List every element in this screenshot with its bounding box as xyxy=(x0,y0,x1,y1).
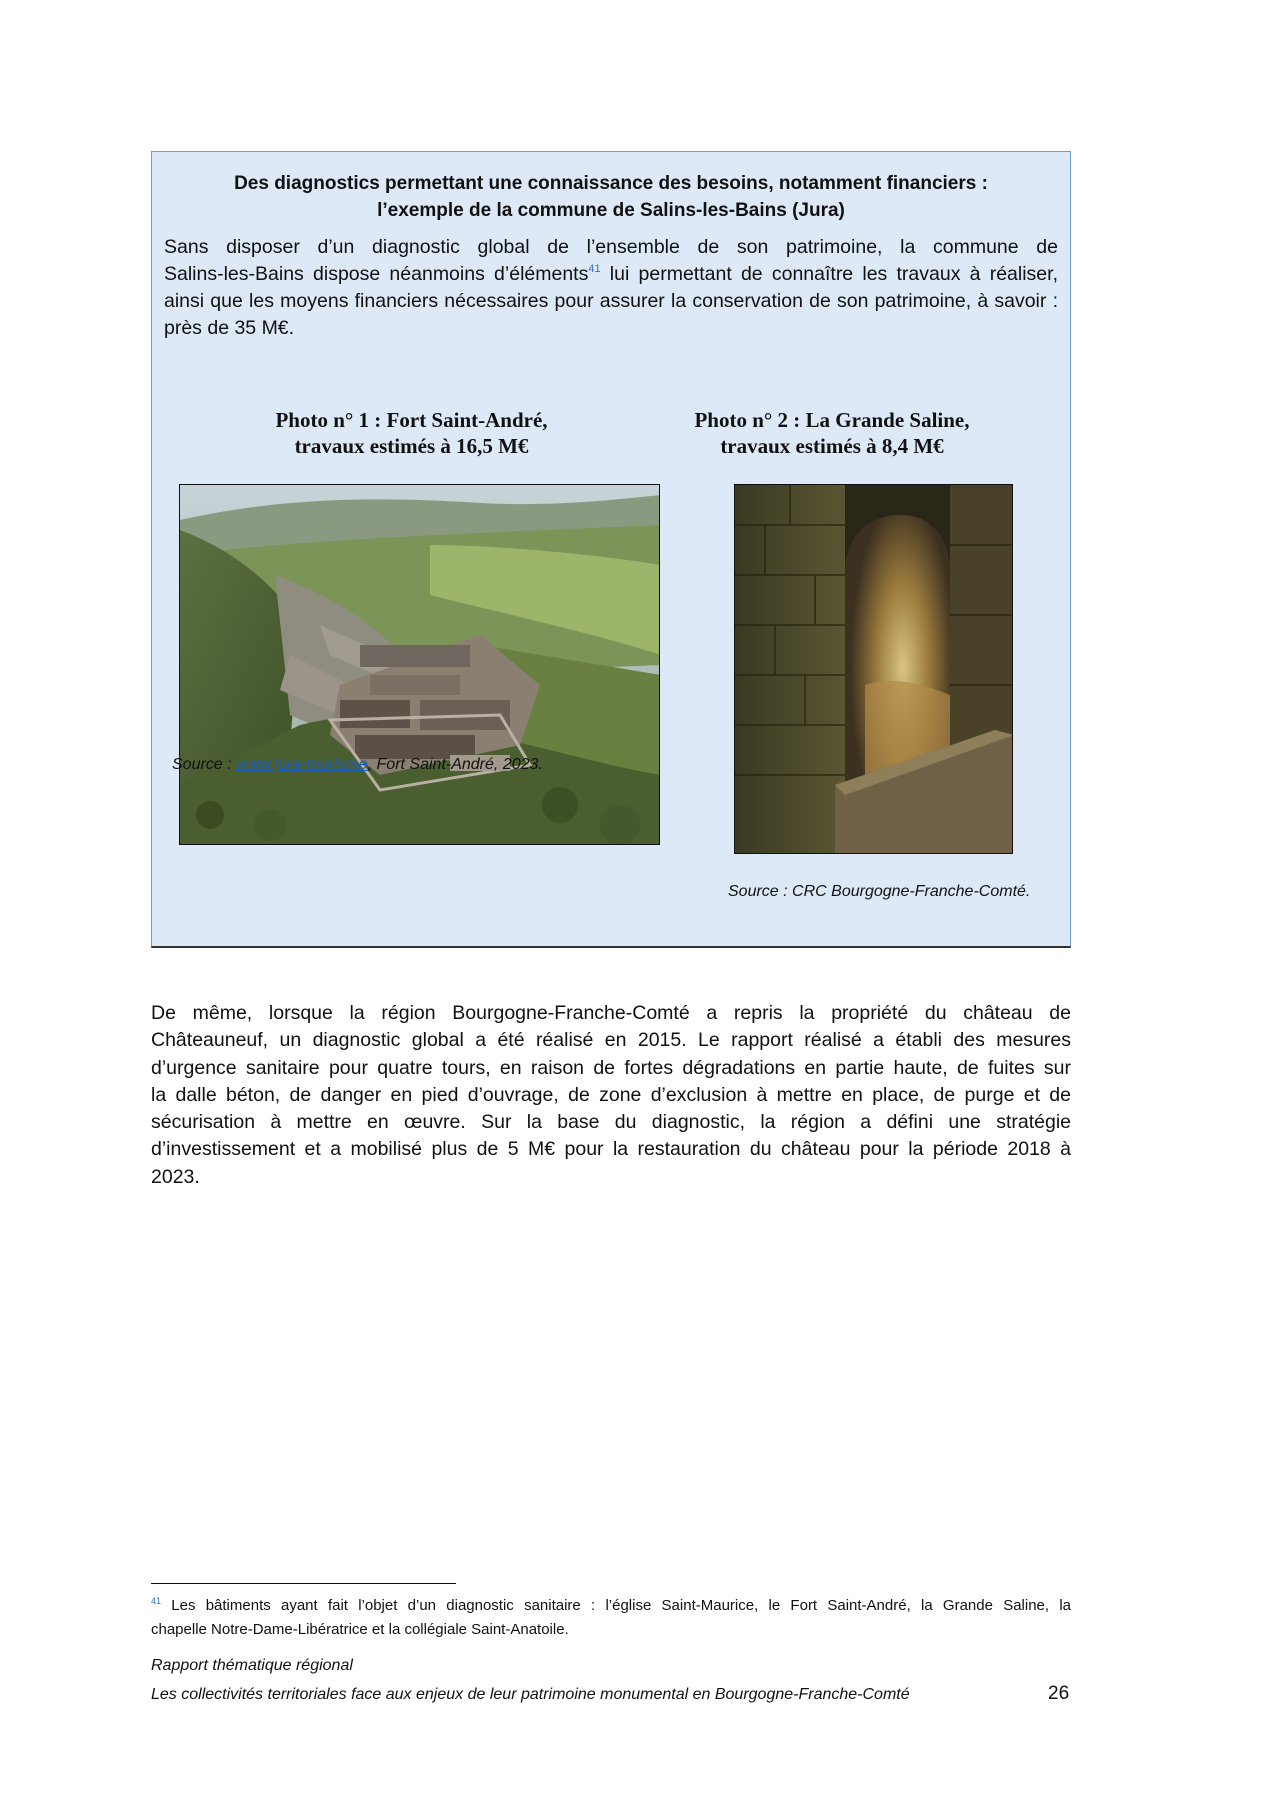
body-line4: la dalle béton, de danger en pied d’ouvrage, de zone d’exclusion à mettre en place, de purge et de xyxy=(151,1083,1071,1106)
photo1-caption xyxy=(179,407,644,459)
footnote-ref-41[interactable]: 41 xyxy=(588,263,601,275)
photo1-caption-line2: travaux estimés à 16,5 M€ xyxy=(294,434,529,458)
footnote-41 xyxy=(151,1594,1071,1642)
footer-report-title: Les collectivités territoriales face aux enjeux de leur patrimoine monumental en Bourgogne-Franche-Comté xyxy=(151,1686,910,1703)
saline-vault-image xyxy=(735,485,1013,854)
box-para-line3: ainsi que les moyens financiers nécessaires pour assurer la conservation de son patrimoine, à savoir : xyxy=(164,290,1058,312)
body-paragraph xyxy=(151,1000,1071,1191)
photo1-source-prefix: Source : xyxy=(172,756,237,773)
body-line3: d’urgence sanitaire pour quatre tours, en raison de fortes dégradations en partie haute, de fuites sur xyxy=(151,1056,1071,1079)
body-line7: 2023. xyxy=(151,1165,200,1188)
photo2-caption-line2: travaux estimés à 8,4 M€ xyxy=(720,434,944,458)
photo1-source xyxy=(172,756,543,774)
box-title-line2: l’exemple de la commune de Salins-les-Bains (Jura) xyxy=(377,200,845,221)
box-para-line2a: Salins-les-Bains dispose néanmoins d’éléments xyxy=(164,263,589,285)
encadre-box xyxy=(151,151,1071,948)
jura-tourisme-link[interactable]: www.jura-tourisme xyxy=(236,756,368,773)
body-line1: De même, lorsque la région Bourgogne-Franche-Comté a repris la propriété du château de xyxy=(151,1002,1071,1024)
footnote-line2: chapelle Notre-Dame-Libératrice et la collégiale Saint-Anatoile. xyxy=(151,1621,569,1638)
footer-report-type: Rapport thématique régional xyxy=(151,1657,353,1674)
box-title xyxy=(152,170,1070,224)
photo1-source-suffix: , Fort Saint-André, 2023. xyxy=(367,756,543,773)
photo2-caption xyxy=(672,407,992,459)
box-title-line1: Des diagnostics permettant une connaissance des besoins, notamment financiers : xyxy=(234,173,988,194)
photo2-source: Source : CRC Bourgogne-Franche-Comté. xyxy=(728,883,1031,900)
footnote-line1 xyxy=(151,1594,1071,1618)
body-line2: Châteauneuf, un diagnostic global a été réalisé en 2015. Le rapport réalisé a établi des mesures xyxy=(151,1029,1071,1052)
footnote-separator xyxy=(151,1583,456,1584)
box-para-line4: près de 35 M€. xyxy=(164,317,295,339)
photo-fort-saint-andre xyxy=(179,484,660,845)
photo-grande-saline xyxy=(734,484,1013,854)
photo1-caption-line1: Photo n° 1 : Fort Saint-André, xyxy=(275,408,548,432)
body-line5: sécurisation à mettre en œuvre. Sur la base du diagnostic, la région a défini une stratégie xyxy=(151,1111,1071,1134)
box-para-line2 xyxy=(164,261,1058,288)
box-para-line2b: lui permettant de connaître les travaux à réaliser, xyxy=(600,263,1058,285)
box-paragraph xyxy=(164,234,1058,342)
footnote-text1: Les bâtiments ayant fait l’objet d’un diagnostic sanitaire : l’église Saint-Maurice, le Fort Saint-André, la Grande Saline, la xyxy=(161,1597,1071,1614)
page-number: 26 xyxy=(1048,1683,1070,1704)
body-line6: d’investissement et a mobilisé plus de 5 M€ pour la restauration du château pour la période 2018 à xyxy=(151,1138,1071,1161)
fort-aerial-image xyxy=(180,485,660,845)
footnote-number: 41 xyxy=(151,1596,162,1606)
box-para-line1: Sans disposer d’un diagnostic global de l’ensemble de son patrimoine, la commune de xyxy=(164,236,1058,258)
photo2-caption-line1: Photo n° 2 : La Grande Saline, xyxy=(694,408,970,432)
